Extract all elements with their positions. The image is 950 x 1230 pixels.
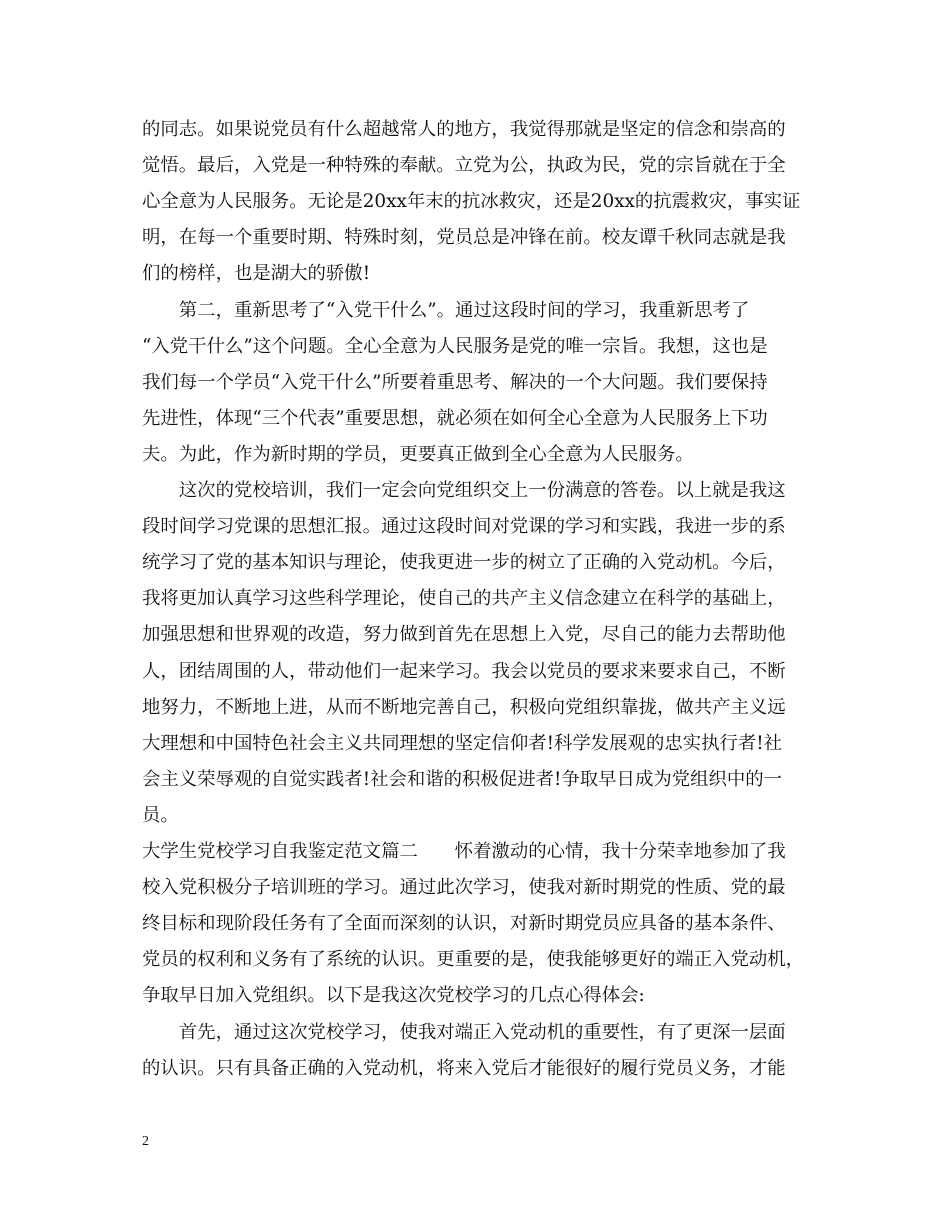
text-line: 们的榜样，也是湖大的骄傲! — [142, 263, 371, 285]
text-line: 会主义荣辱观的自觉实践者!社会和谐的积极促进者!争取早日成为党组织中的一 — [142, 768, 783, 790]
text-line: 争取早日加入党组织。以下是我这次党校学习的几点心得体会: — [142, 985, 645, 1007]
text-line: 校入党积极分子培训班的学习。通过此次学习，使我对新时期党的性质、党的最 — [142, 877, 786, 899]
page-number: 2 — [142, 1134, 149, 1149]
text-line: 的认识。只有具备正确的入党动机，将来入党后才能很好的履行党员义务，才能 — [142, 1057, 786, 1079]
text-line: 地努力，不断地上进，从而不断地完善自己，积极向党组织靠拢，做共产主义远 — [142, 696, 786, 718]
text-line: 的同志。如果说党员有什么超越常人的地方，我觉得那就是坚定的信念和崇高的 — [142, 119, 786, 140]
text-line: 首先，通过这次党校学习，使我对端正入党动机的重要性，有了更深一层面 — [142, 1021, 786, 1043]
text-line: 统学习了党的基本知识与理论，使我更进一步的树立了正确的入党动机。今后， — [142, 552, 786, 574]
text-line: 党员的权利和义务有了系统的认识。更重要的是，使我能够更好的端正入党动机， — [142, 949, 805, 971]
text-line: 人，团结周围的人，带动他们一起来学习。我会以党员的要求来要求自己，不断 — [142, 660, 786, 682]
text-line: 员。 — [142, 804, 179, 826]
text-line: 段时间学习党课的思想汇报。通过这段时间对党课的学习和实践，我进一步的系 — [142, 516, 786, 538]
text-line: 大学生党校学习自我鉴定范文篇二 怀着激动的心情，我十分荣幸地参加了我 — [142, 841, 786, 862]
text-line: 我将更加认真学习这些科学理论，使自己的共产主义信念建立在科学的基础上， — [142, 588, 786, 610]
text-line: 这次的党校培训，我们一定会向党组织交上一份满意的答卷。以上就是我这 — [142, 480, 786, 501]
text-line: 我们每一个学员“入党干什么”所要着重思考、解决的一个大问题。我们要保持 — [142, 371, 768, 393]
text-line: “入党干什么”这个问题。全心全意为人民服务是党的唯一宗旨。我想，这也是 — [142, 335, 768, 357]
text-line: 终目标和现阶段任务有了全面而深刻的认识，对新时期党员应具备的基本条件、 — [142, 913, 786, 935]
text-line: 明，在每一个重要时期、特殊时刻，党员总是冲锋在前。校友谭千秋同志就是我 — [142, 227, 786, 249]
text-line: 大理想和中国特色社会主义共同理想的坚定信仰者!科学发展观的忠实执行者!社 — [142, 732, 783, 754]
text-line: 夫。为此，作为新时期的学员，更要真正做到全心全意为人民服务。 — [142, 443, 694, 465]
text-line: 加强思想和世界观的改造，努力做到首先在思想上入党，尽自己的能力去帮助他 — [142, 624, 786, 646]
text-line: 心全意为人民服务。无论是20xx年末的抗冰救灾，还是20xx的抗震救灾，事实证 — [142, 191, 801, 213]
text-line: 觉悟。最后，入党是一种特殊的奉献。立党为公，执政为民，党的宗旨就在于全 — [142, 155, 786, 177]
text-line: 第二，重新思考了“入党干什么”。通过这段时间的学习，我重新思考了 — [142, 299, 750, 321]
text-line: 先进性，体现“三个代表”重要思想，就必须在如何全心全意为人民服务上下功 — [142, 407, 768, 429]
